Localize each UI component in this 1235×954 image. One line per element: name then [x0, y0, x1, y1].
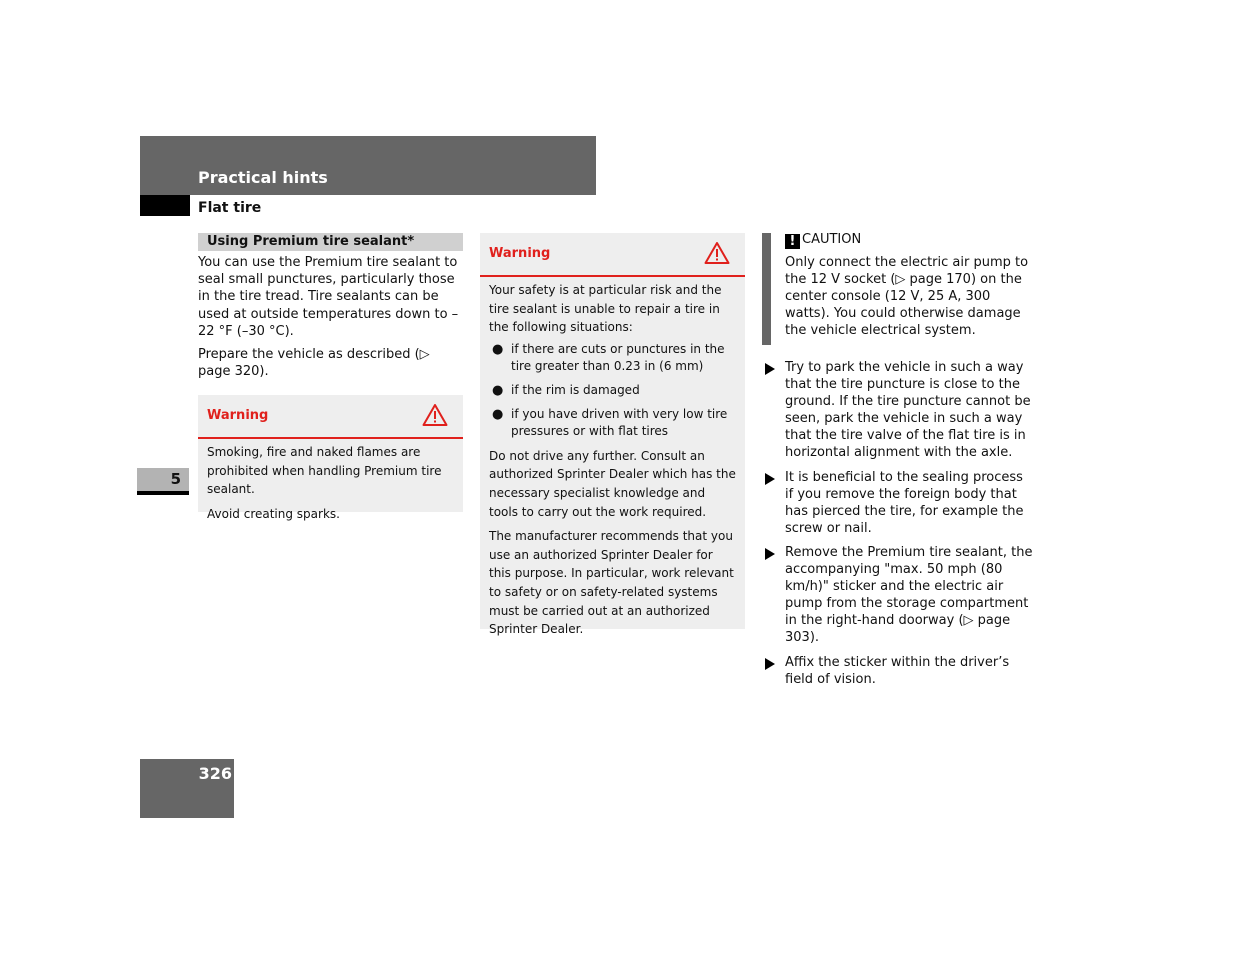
bullet-icon: ●: [492, 406, 504, 422]
warning-header: [198, 395, 463, 439]
bullet-icon: ●: [492, 341, 504, 357]
warning-body: [198, 439, 463, 523]
situation-list: [489, 341, 737, 440]
warning-intro: Your safety is at particular risk and the tire sealant is unable to repair a tire in the following situations:: [489, 283, 722, 335]
list-item: ● if there are cuts or punctures in the tire greater than 0.23 in (6 mm): [492, 341, 725, 373]
warning-box-sealant: [198, 395, 463, 521]
bullet-icon: ●: [492, 382, 504, 398]
warning-paragraph: Do not drive any further. Consult an authorized Sprinter Dealer which has the necessary specialist knowledge and tools to carry out the work required.: [489, 448, 736, 519]
list-item: Affix the sticker within the driver’s field of vision.: [765, 654, 1035, 688]
list-item: ● if the rim is damaged: [492, 382, 640, 398]
instruction-steps: [765, 359, 1035, 695]
arrow-icon: [765, 658, 775, 670]
column-1: [198, 233, 463, 380]
page-number: 326: [198, 764, 232, 783]
arrow-icon: [765, 363, 775, 375]
exclamation-icon: !: [785, 234, 800, 249]
subheading: Using Premium tire sealant*: [198, 233, 463, 251]
section-title: Practical hints: [198, 168, 328, 187]
prepare-paragraph: Prepare the vehicle as described (▷ page 320).: [198, 347, 430, 380]
warning-triangle-icon: [422, 403, 448, 427]
arrow-icon: [765, 473, 775, 485]
caution-heading: [785, 232, 861, 249]
subsection-marker: [140, 195, 190, 216]
caution-text: Only connect the electric air pump to the 12 V socket (▷ page 170) on the center console (12 V, 25 A, 300 watts). You could otherwise damage the vehicle electrical system.: [785, 255, 1029, 339]
subsection-title: Flat tire: [198, 200, 262, 216]
list-item: ● if you have driven with very low tire pressures or with flat tires: [492, 406, 728, 438]
warning-body: [480, 277, 745, 639]
warning-box-situations: [480, 233, 745, 637]
list-item: Try to park the vehicle in such a way that the tire puncture is close to the ground. If the tire puncture cannot be seen, park the vehicle in such a way that the tire valve of the flat tire is in horizontal alignment with the axle.: [765, 359, 1035, 462]
caution-label: CAUTION: [802, 232, 862, 247]
arrow-icon: [765, 548, 775, 560]
list-item: It is beneficial to the sealing process if you remove the foreign body that has pierced the tire, for example the screw or nail.: [765, 469, 1035, 537]
warning-title: Warning: [489, 246, 551, 261]
warning-text: Smoking, fire and naked flames are prohibited when handling Premium tire sealant.: [207, 445, 442, 497]
warning-title: Warning: [207, 408, 269, 423]
warning-header: [480, 233, 745, 277]
chapter-number: 5: [170, 470, 181, 488]
intro-paragraph: You can use the Premium tire sealant to seal small punctures, particularly those in the tire tread. Tire sealants can be used at outside temperatures down to –22 °F (–30 °C).: [198, 255, 459, 339]
warning-text: Avoid creating sparks.: [207, 506, 340, 521]
list-item: Remove the Premium tire sealant, the accompanying "max. 50 mph (80 km/h)" sticker and the electric air pump from the storage compartment in the right-hand doorway (▷ page 303).: [765, 544, 1035, 647]
caution-bar: [762, 233, 771, 345]
warning-triangle-icon: [704, 241, 730, 265]
warning-paragraph: The manufacturer recommends that you use an authorized Sprinter Dealer for this purpose. In particular, work relevant to safety or on safety-related systems must be carried out at an authorized Sprinter Dealer.: [489, 529, 734, 637]
